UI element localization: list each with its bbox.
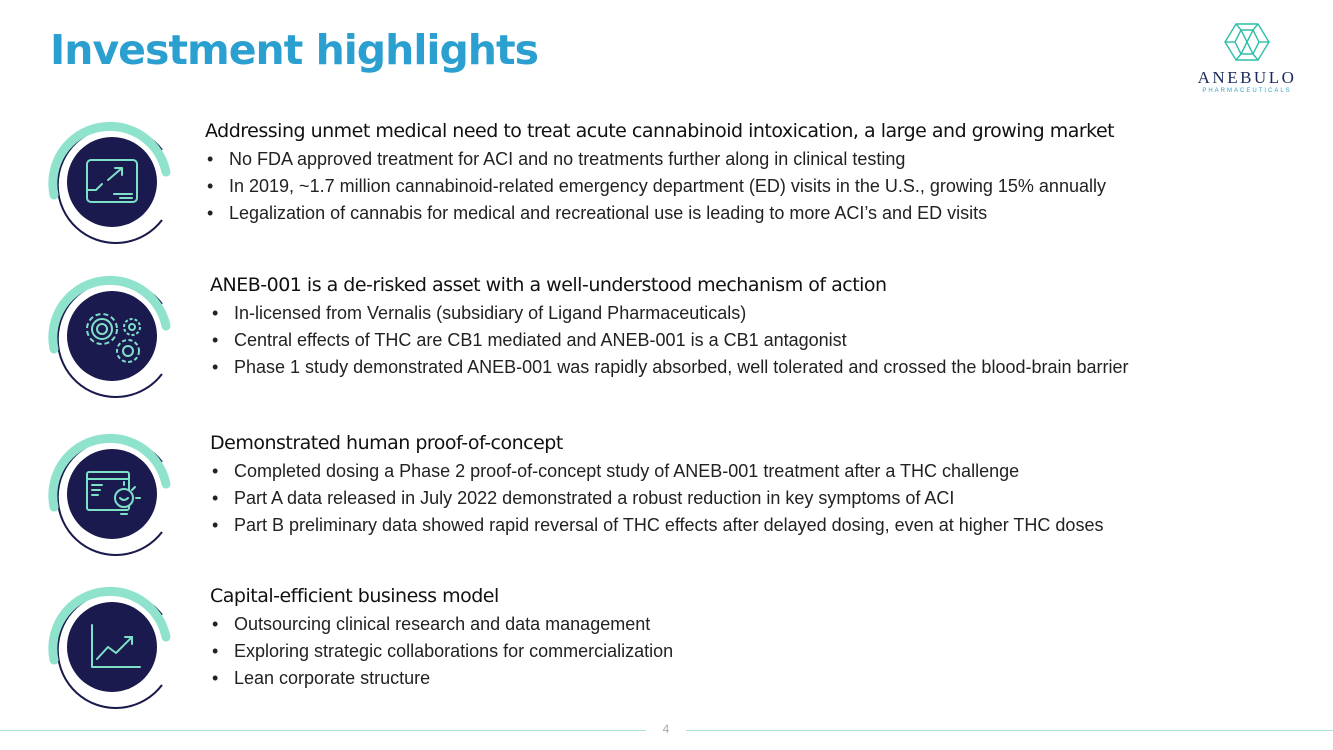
bullet-item: • Exploring strategic collaborations for commercialization bbox=[210, 638, 673, 665]
bullet-list bbox=[205, 146, 1114, 227]
bullet-item: • Central effects of THC are CB1 mediated and ANEB-001 is a CB1 antagonist bbox=[210, 327, 1129, 354]
lightbulb-window-icon bbox=[84, 468, 144, 524]
bullet-list bbox=[210, 458, 1103, 539]
bullet-item: • Lean corporate structure bbox=[210, 665, 673, 692]
section-heading: ANEB-001 is a de-risked asset with a well-understood mechanism of action bbox=[210, 274, 887, 296]
section-1-text bbox=[205, 120, 1114, 227]
bullet-item: • Phase 1 study demonstrated ANEB-001 was rapidly absorbed, well tolerated and crossed the blood-brain barrier bbox=[210, 354, 1129, 381]
footer-divider-right bbox=[686, 730, 1333, 731]
highlight-section-2 bbox=[0, 274, 1333, 404]
gears-icon bbox=[80, 307, 146, 367]
logo-tagline: PHARMACEUTICALS bbox=[1202, 88, 1292, 94]
bullet-item: • In 2019, ~1.7 million cannabinoid-related emergency department (ED) visits in the U.S., growing 15% annually bbox=[205, 173, 1114, 200]
company-logo bbox=[1186, 22, 1308, 98]
section-1-badge bbox=[46, 120, 180, 244]
section-3-text bbox=[210, 432, 1103, 539]
section-2-text bbox=[210, 274, 1129, 381]
page-number: 4 bbox=[662, 722, 670, 736]
highlight-section-1 bbox=[0, 120, 1333, 250]
section-2-badge bbox=[46, 274, 180, 398]
tablet-chart-icon bbox=[84, 156, 140, 208]
section-heading: Demonstrated human proof-of-concept bbox=[210, 432, 563, 454]
bullet-item: • Completed dosing a Phase 2 proof-of-concept study of ANEB-001 treatment after a THC challenge bbox=[210, 458, 1103, 485]
bullet-item: • Part B preliminary data showed rapid reversal of THC effects after delayed dosing, even at higher THC doses bbox=[210, 512, 1103, 539]
page-title: Investment highlights bbox=[50, 26, 538, 74]
section-4-badge bbox=[46, 585, 180, 709]
footer-divider-left bbox=[0, 730, 646, 731]
hexagon-logo-icon bbox=[1224, 22, 1270, 62]
bullet-item: • In-licensed from Vernalis (subsidiary of Ligand Pharmaceuticals) bbox=[210, 300, 1129, 327]
growth-chart-icon bbox=[88, 621, 144, 673]
bullet-item: • No FDA approved treatment for ACI and no treatments further along in clinical testing bbox=[205, 146, 1114, 173]
section-heading: Addressing unmet medical need to treat acute cannabinoid intoxication, a large and growing market bbox=[205, 120, 1115, 142]
bullet-list bbox=[210, 300, 1129, 381]
bullet-list bbox=[210, 611, 673, 692]
bullet-item: • Legalization of cannabis for medical and recreational use is leading to more ACI’s and ED visits bbox=[205, 200, 1114, 227]
highlight-section-4 bbox=[0, 585, 1333, 715]
section-heading: Capital-efficient business model bbox=[210, 585, 499, 607]
logo-name: ANEBULO bbox=[1197, 68, 1297, 87]
section-3-badge bbox=[46, 432, 180, 556]
highlight-section-3 bbox=[0, 432, 1333, 562]
bullet-item: • Outsourcing clinical research and data management bbox=[210, 611, 673, 638]
bullet-item: • Part A data released in July 2022 demonstrated a robust reduction in key symptoms of ACI bbox=[210, 485, 1103, 512]
section-4-text bbox=[210, 585, 673, 692]
